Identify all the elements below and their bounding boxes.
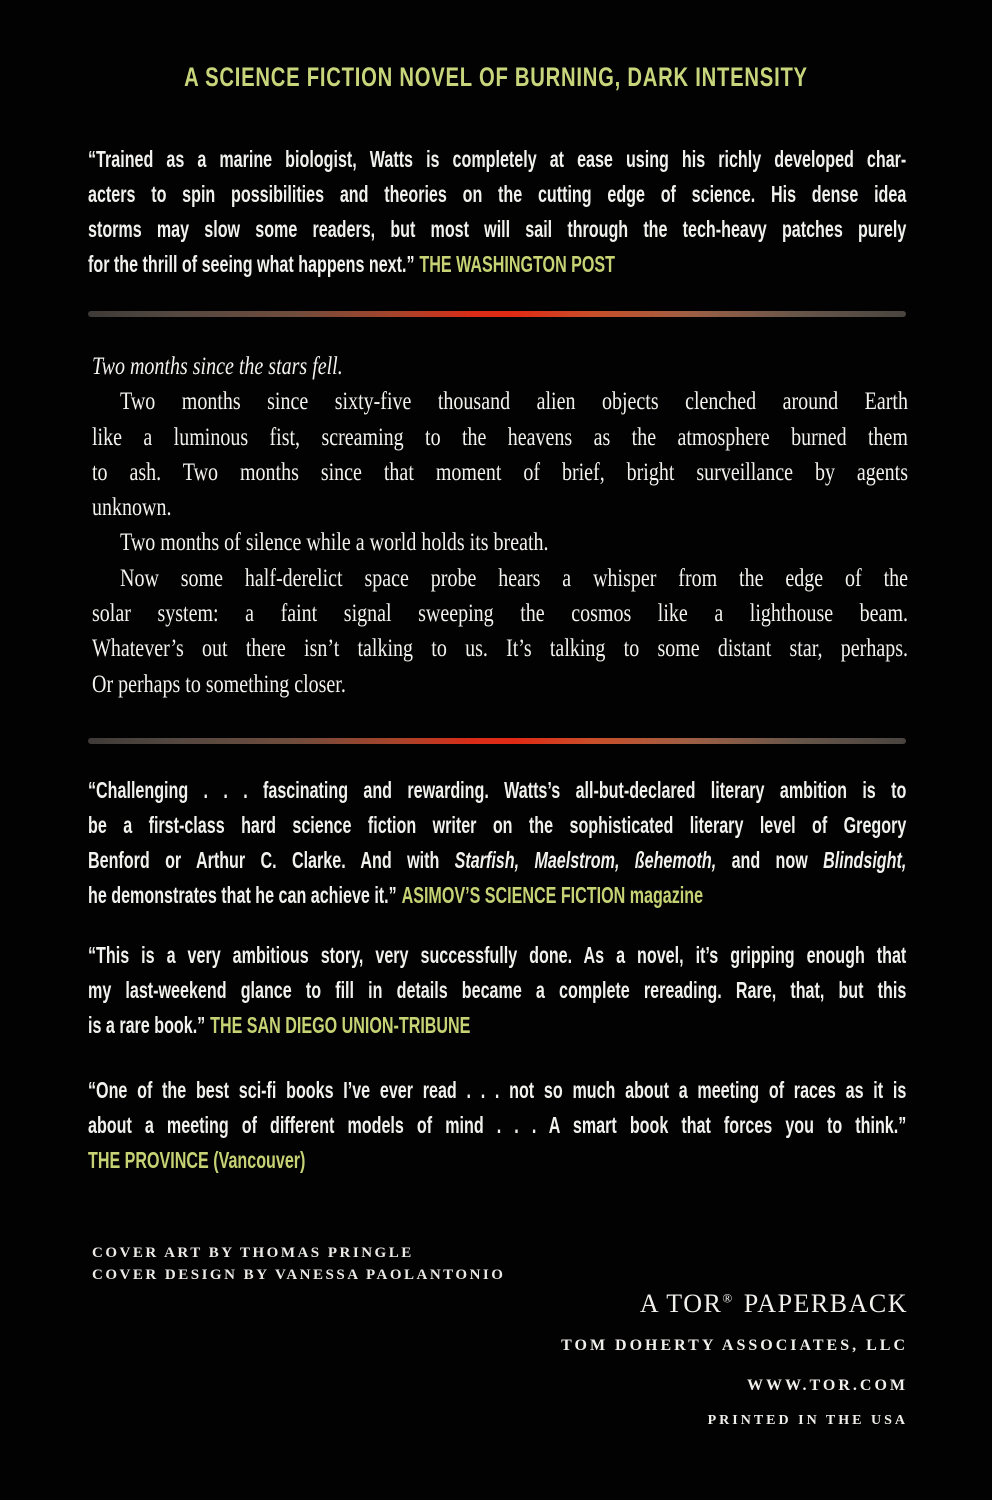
publisher-company: TOM DOHERTY ASSOCIATES, LLC xyxy=(561,1337,908,1354)
divider-gradient xyxy=(88,738,906,744)
review-line: “One of the best sci-fi books I’ve ever read . . . not so much about a meeting of races as it is xyxy=(88,1077,907,1103)
review-line xyxy=(88,878,906,913)
synopsis xyxy=(92,349,908,702)
synopsis-line: Whatever’s out there isn’t talking to us. It’s talking to some distant star, perhaps. xyxy=(92,635,908,663)
synopsis-line: Two months since sixty-five thousand alien objects clenched around Earth xyxy=(120,388,908,416)
synopsis-line: Now some half-derelict space probe hears a whisper from the edge of the xyxy=(120,564,908,592)
synopsis-line: like a luminous fist, screaming to the heavens as the atmosphere burned them xyxy=(92,423,908,451)
review-segment: and now xyxy=(716,847,824,873)
synopsis-opening-line: Two months since the stars fell. xyxy=(92,353,343,380)
cover-design-credit: COVER DESIGN BY VANESSA PAOLANTONIO xyxy=(92,1266,506,1283)
printed-in-usa: PRINTED IN THE USA xyxy=(707,1413,908,1428)
review-end: for the thrill of seeing what happens next.” xyxy=(88,251,415,277)
synopsis-line: solar system: a faint signal sweeping the cosmos like a lighthouse beam. xyxy=(92,600,908,628)
imprint-post: PAPERBACK xyxy=(743,1289,908,1318)
cover-credits xyxy=(92,1243,505,1286)
review-end: he demonstrates that he can achieve it.” xyxy=(88,882,397,908)
review-line: my last-weekend glance to fill in details became a complete rereading. Rare, that, but this xyxy=(88,977,907,1003)
registered-mark: ® xyxy=(722,1290,734,1306)
review-attribution: THE SAN DIEGO UNION-TRIBUNE xyxy=(210,1012,471,1038)
cover-tagline: A SCIENCE FICTION NOVEL OF BURNING, DARK INTENSITY xyxy=(184,62,808,92)
review-line: acters to spin possibilities and theories on the cutting edge of science. His dense idea xyxy=(88,181,907,207)
review-washington-post xyxy=(88,142,906,282)
review-end: is a rare book.” xyxy=(88,1012,206,1038)
review-line: “Challenging . . . fascinating and rewarding. Watts’s all-but-declared literary ambition is to xyxy=(88,777,907,803)
synopsis-line: Two months of silence while a world holds its breath. xyxy=(120,529,549,557)
synopsis-line: Or perhaps to something closer. xyxy=(92,670,346,698)
synopsis-line: unknown. xyxy=(92,494,172,522)
review-line: about a meeting of different models of mind . . . A smart book that forces you to think.” xyxy=(88,1112,907,1138)
cover-art-credit: COVER ART BY THOMAS PRINGLE xyxy=(92,1245,414,1261)
review-line: storms may slow some readers, but most will sail through the tech-heavy patches purely xyxy=(88,216,907,242)
publisher-website: WWW.TOR.COM xyxy=(746,1377,908,1394)
review-attribution: THE WASHINGTON POST xyxy=(419,251,616,277)
review-attribution: THE PROVINCE (Vancouver) xyxy=(88,1147,306,1173)
review-line: “Trained as a marine biologist, Watts is completely at ease using his richly developed char- xyxy=(88,146,907,172)
imprint-pre: A TOR xyxy=(639,1289,723,1318)
review-attribution: ASIMOV’S SCIENCE FICTION magazine xyxy=(401,882,704,908)
review-title-segment: Blindsight, xyxy=(823,847,907,873)
review-line xyxy=(88,247,906,282)
review-line xyxy=(88,1008,906,1043)
review-line: “This is a very ambitious story, very successfully done. As a novel, it’s gripping enough that xyxy=(88,942,907,968)
imprint-line xyxy=(640,1289,908,1319)
review-title-segment: Starfish, Maelstrom, ßehemoth, xyxy=(454,847,717,873)
review-province xyxy=(88,1073,906,1178)
review-asimovs xyxy=(88,773,906,913)
review-line xyxy=(88,843,906,878)
review-segment: Benford or Arthur C. Clarke. And with xyxy=(88,847,455,873)
synopsis-line: to ash. Two months since that moment of brief, bright surveillance by agents xyxy=(92,458,908,486)
divider-gradient xyxy=(88,311,906,317)
review-union-tribune xyxy=(88,938,906,1043)
review-line: be a first-class hard science fiction writer on the sophisticated literary level of Gregory xyxy=(88,812,907,838)
